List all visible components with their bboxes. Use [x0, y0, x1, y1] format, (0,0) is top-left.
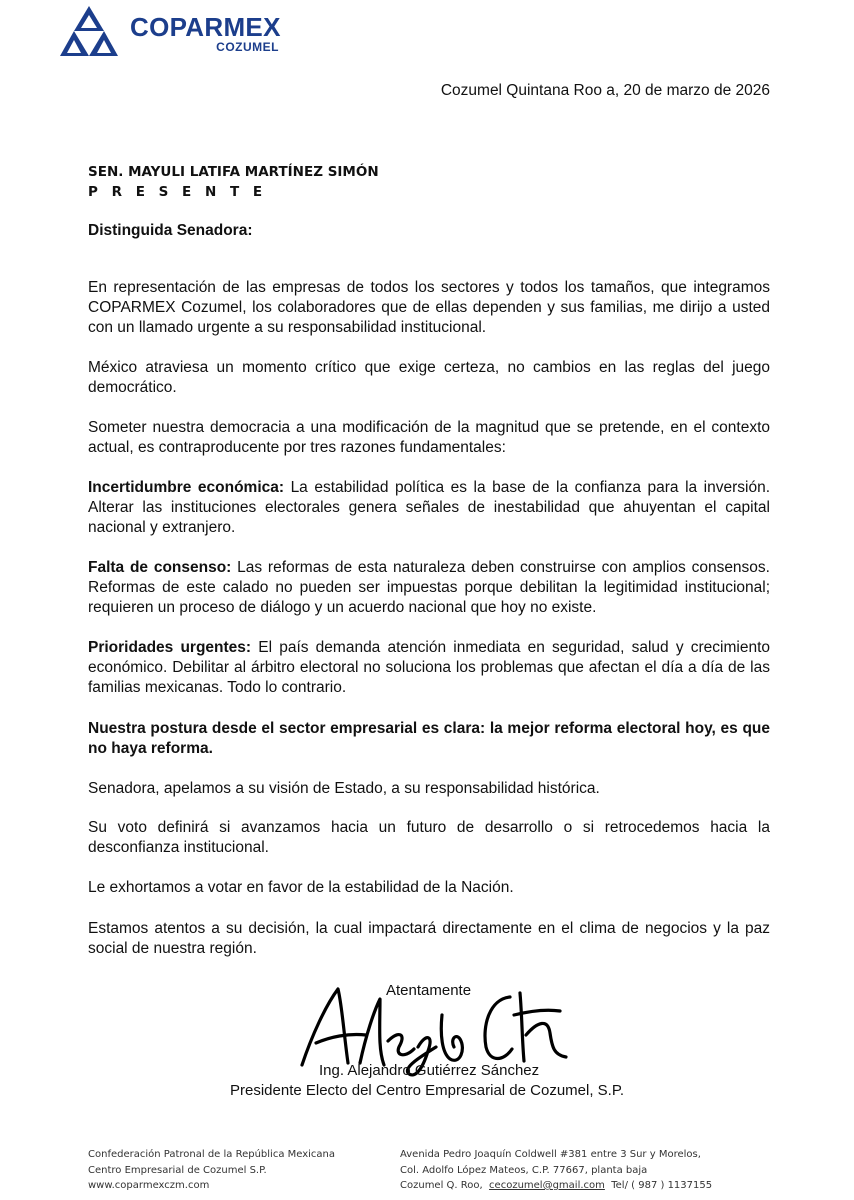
reason-text: El país demanda atención inmediata en seguridad, salud y crecimiento económico. Debilitar al árbitro electoral no soluciona los problemas que afectan el día a día de las familias mexicanas. Todo lo contrario.	[88, 638, 770, 696]
footer-address-line: Col. Adolfo López Mateos, C.P. 77667, planta baja	[400, 1164, 648, 1176]
body-paragraph: En representación de las empresas de todos los sectores y todos los tamaños, que integramos COPARMEX Cozumel, los colaboradores que de ellas dependen y sus familias, me dirijo a usted con un llamado urgente a su responsabilidad institucional.	[88, 278, 770, 336]
closing-paragraph: Estamos atentos a su decisión, la cual impactará directamente en el clima de negocios y la paz social de nuestra región.	[88, 919, 770, 957]
addressee-name: SEN. MAYULI LATIFA MARTÍNEZ SIMÓN	[88, 164, 379, 180]
reason-text: La estabilidad política es la base de la confianza para la inversión. Alterar las instituciones electorales genera señales de inestabilidad que ahuyentan el capital nacional y extranjero.	[88, 478, 771, 536]
footer-phone: Tel/ ( 987 ) 1137155	[611, 1180, 713, 1191]
letter-date: Cozumel Quintana Roo a, 20 de marzo de 2026	[440, 82, 770, 99]
greeting: Distinguida Senadora:	[88, 222, 253, 239]
stance-paragraph: Nuestra postura desde el sector empresarial es clara: la mejor reforma electoral hoy, es que no haya reforma.	[88, 719, 770, 757]
logo-name: COPARMEX	[130, 12, 281, 42]
body-paragraph: México atraviesa un momento crítico que exige certeza, no cambios en las reglas del juego democrático.	[88, 358, 770, 396]
footer-address-line: Avenida Pedro Joaquín Coldwell #381 entre 3 Sur y Morelos,	[400, 1149, 701, 1160]
footer-center: Centro Empresarial de Cozumel S.P.	[88, 1164, 267, 1176]
footer-email-link[interactable]: cecozumel@gmail.com	[489, 1180, 605, 1191]
footer-contact-line	[400, 1178, 712, 1194]
sign-off: Atentamente	[386, 982, 472, 999]
signer-name: Ing. Alejandro Gutiérrez Sánchez	[319, 1062, 540, 1079]
reason-text: Las reformas de esta naturaleza deben construirse con amplios consensos. Reformas de este calado no pueden ser impuestas porque debilitan la legitimidad institucional; requieren un proceso de diálogo y un acuerdo nacional que hoy no existe.	[88, 558, 770, 616]
closing-paragraph: Le exhortamos a votar en favor de la estabilidad de la Nación.	[88, 878, 514, 896]
footer-city: Cozumel Q. Roo,	[400, 1180, 483, 1191]
closing-paragraph: Su voto definirá si avanzamos hacia un futuro de desarrollo o si retrocedemos hacia la desconfianza institucional.	[88, 818, 770, 856]
reason-paragraph	[88, 638, 770, 698]
reason-paragraph	[88, 558, 770, 618]
reason-heading: Falta de consenso:	[88, 558, 232, 576]
closing-paragraph: Senadora, apelamos a su visión de Estado, a su responsabilidad histórica.	[88, 779, 600, 797]
reason-paragraph	[88, 478, 770, 538]
presente: P R E S E N T E	[88, 184, 267, 200]
footer-left	[88, 1147, 335, 1194]
coparmex-logo	[60, 6, 300, 56]
body-paragraph: Someter nuestra democracia a una modificación de la magnitud que se pretende, en el contexto actual, es contraproducente por tres razones fundamentales:	[88, 418, 770, 456]
footer-org: Confederación Patronal de la República Mexicana	[88, 1149, 336, 1160]
footer-website-link[interactable]: www.coparmexczm.com	[88, 1180, 210, 1191]
addressee-block	[88, 162, 588, 202]
reason-heading: Prioridades urgentes:	[88, 638, 252, 656]
signer-title: Presidente Electo del Centro Empresarial de Cozumel, S.P.	[230, 1082, 625, 1099]
coparmex-emblem-icon	[60, 6, 118, 56]
logo-subtitle: COZUMEL	[216, 40, 279, 54]
footer-right	[400, 1147, 712, 1194]
reason-heading: Incertidumbre económica:	[88, 478, 285, 496]
